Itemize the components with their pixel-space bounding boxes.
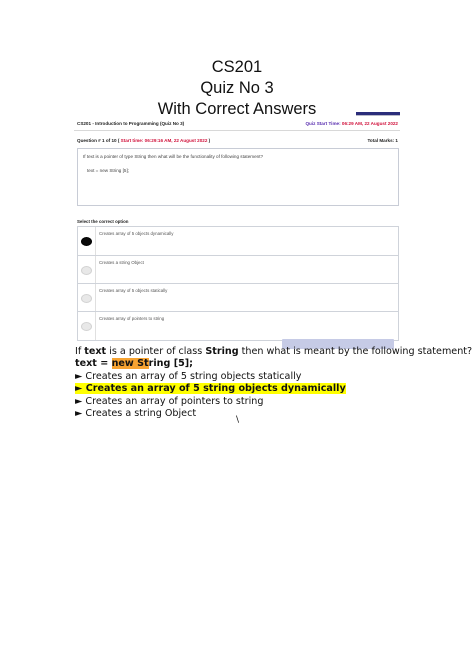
correct-answer-highlight: ► Creates an array of 5 string objects dynamically bbox=[75, 383, 346, 395]
option-4[interactable] bbox=[77, 311, 399, 341]
answer-option-correct bbox=[75, 383, 455, 395]
total-marks: Total Marks: 1 bbox=[367, 138, 398, 143]
option-text: Creates array of pointers to string bbox=[99, 316, 165, 321]
radio-cell bbox=[78, 284, 96, 312]
question-info-row bbox=[74, 136, 400, 146]
question-middle-1: is a pointer of class bbox=[106, 346, 206, 357]
answer-question bbox=[75, 346, 473, 358]
option-2[interactable] bbox=[77, 255, 399, 285]
option-1[interactable] bbox=[77, 226, 399, 256]
document-title bbox=[0, 57, 474, 120]
option-text: Creates a string Object bbox=[99, 260, 144, 265]
select-option-label: Select the correct option bbox=[77, 219, 129, 224]
code-prefix: text = bbox=[75, 358, 112, 370]
question-label: Question # 1 of 10 ( bbox=[77, 138, 120, 143]
question-close-paren: ) bbox=[208, 138, 211, 143]
radio-cell bbox=[78, 256, 96, 284]
quiz-screenshot bbox=[74, 112, 400, 350]
screenshot-top-bar-shadow bbox=[356, 115, 400, 116]
question-keyword-string: String bbox=[205, 346, 239, 357]
option-3[interactable] bbox=[77, 283, 399, 313]
title-subtitle: With Correct Answers bbox=[157, 100, 317, 118]
quiz-header bbox=[74, 117, 400, 131]
radio-selected-icon[interactable] bbox=[81, 237, 92, 246]
code-highlight: new St bbox=[111, 358, 149, 370]
quiz-number: Quiz No 3 bbox=[200, 79, 274, 97]
code-suffix: ring [5]; bbox=[148, 358, 193, 370]
question-prefix: If bbox=[75, 346, 85, 357]
answer-code bbox=[75, 358, 455, 370]
question-number bbox=[77, 136, 210, 146]
question-code: text = new String [5]; bbox=[87, 168, 130, 173]
answer-option-4: ► Creates a string Object bbox=[75, 408, 197, 420]
radio-unselected-icon[interactable] bbox=[81, 294, 92, 303]
option-text: Creates array of 5 objects dynamically bbox=[99, 231, 174, 236]
quiz-start-time bbox=[305, 117, 398, 130]
answer-section bbox=[75, 346, 473, 420]
course-name: CS201 - Introduction to Programming (Quiz No 3) bbox=[77, 121, 185, 126]
trailing-backslash: \ bbox=[236, 415, 240, 425]
start-time-label: Quiz Start Time: bbox=[305, 121, 341, 126]
radio-cell bbox=[78, 312, 96, 340]
question-start-time: Start time: 06:29:16 AM, 22 August 2022 bbox=[120, 138, 208, 143]
question-keyword-text: text bbox=[84, 346, 107, 357]
answer-option-1: ► Creates an array of 5 string objects statically bbox=[75, 370, 302, 382]
course-code: CS201 bbox=[211, 58, 263, 76]
start-time-value: 06:29 AM, 22 August 2022 bbox=[341, 121, 398, 126]
option-text: Creates array of 5 objects statically bbox=[99, 288, 168, 293]
question-box bbox=[77, 148, 399, 206]
radio-unselected-icon[interactable] bbox=[81, 322, 92, 331]
question-text: If text is a pointer of type String then what will be the functionality of following statement? bbox=[83, 154, 264, 159]
radio-unselected-icon[interactable] bbox=[81, 266, 92, 275]
answer-option-3: ► Creates an array of pointers to string bbox=[75, 395, 264, 407]
radio-cell bbox=[78, 227, 96, 255]
question-middle-2: then what is meant by the following statement? bbox=[238, 346, 473, 357]
